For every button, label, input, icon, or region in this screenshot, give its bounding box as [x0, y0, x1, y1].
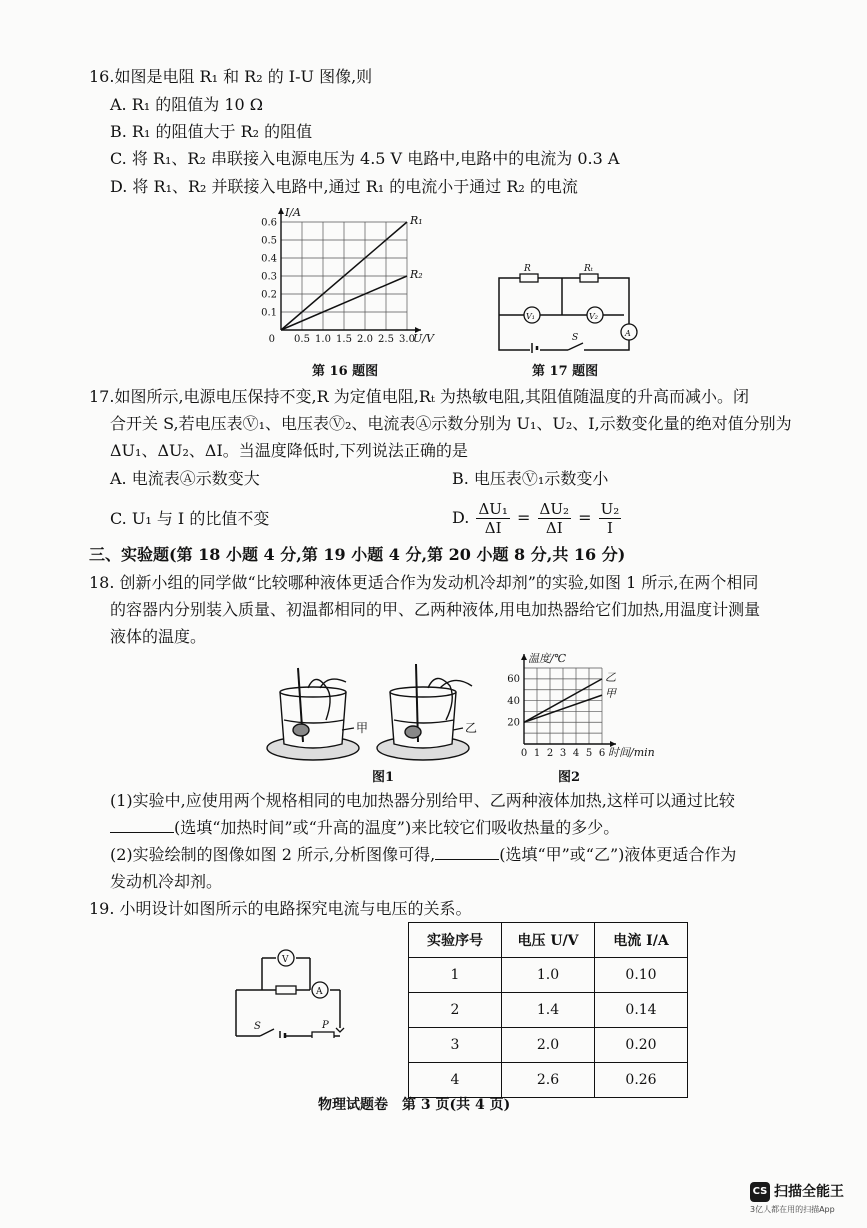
y-axis-label: I/A	[285, 206, 301, 219]
x-tick-label: 1.5	[336, 334, 352, 345]
circuit17-wires	[499, 278, 629, 350]
table-row	[409, 958, 688, 993]
table-row	[409, 1063, 688, 1098]
data-table	[408, 922, 688, 1098]
x-tick-label: 3	[559, 748, 567, 759]
q16-option-d: D. 将 R₁、R₂ 并联接入电路中,通过 R₁ 的电流小于通过 R₂ 的电流	[110, 177, 578, 196]
table-cell: 2	[409, 993, 502, 1028]
table-cell: 0.26	[595, 1063, 688, 1098]
resistor-r	[520, 274, 538, 282]
thermistor-rt	[580, 274, 598, 282]
circuit-19	[228, 938, 358, 1038]
q16-option-b: B. R₁ 的阻值大于 R₂ 的阻值	[110, 122, 313, 141]
circuit-17	[490, 260, 640, 360]
table-cell: 1.4	[502, 993, 595, 1028]
y-tick-label: 0.1	[261, 307, 277, 319]
y-tick-label: 0.3	[261, 271, 277, 283]
y-axis-arrow-icon	[521, 654, 527, 660]
table-row	[409, 1028, 688, 1063]
svg-text:V₂: V₂	[589, 312, 598, 321]
rheostat	[312, 1032, 334, 1038]
iu-graph	[255, 200, 435, 360]
table-cell: 1	[409, 958, 502, 993]
q17-option-a: A. 电流表Ⓐ示数变大	[110, 469, 260, 488]
x-tick-label: 3.0	[399, 334, 415, 345]
svg-text:A: A	[316, 987, 323, 997]
x-tick-label: 1	[533, 748, 541, 759]
q17-option-c: C. U₁ 与 I 的比值不变	[110, 509, 270, 528]
column-header: 实验序号	[409, 923, 502, 958]
svg-text:甲: 甲	[356, 721, 369, 735]
answer-blank-1[interactable]	[110, 818, 174, 833]
q19-stem: 19. 小明设计如图所示的电路探究电流与电压的关系。	[89, 899, 472, 918]
fraction-u2-i: $\frac{\text{U₂}}{I}$	[600, 500, 620, 537]
table-row	[409, 993, 688, 1028]
fig1-caption: 图1	[372, 770, 395, 785]
svg-text:S: S	[254, 1021, 261, 1032]
y-tick-label: 0.6	[261, 217, 277, 229]
svg-text:V₁: V₁	[526, 312, 535, 321]
series-label: 甲	[605, 687, 616, 701]
x-tick-label: 1.0	[315, 334, 331, 345]
series-label: R₂	[410, 268, 423, 281]
x-axis-label: U/V	[413, 332, 434, 345]
page-footer: 物理试题卷 第 3 页(共 4 页)	[318, 1097, 511, 1113]
table-header-row	[409, 923, 688, 958]
svg-text:Rₜ: Rₜ	[584, 264, 593, 274]
y-tick-label: 0.2	[261, 289, 277, 301]
q18-part2-line2: 发动机冷却剂。	[110, 872, 223, 891]
scanner-brand-name: 扫描全能王	[774, 1184, 844, 1200]
q18-line1: 18. 创新小组的同学做“比较哪种液体更适合作为发动机冷却剂”的实验,如图 1 所示,在两个相同	[89, 573, 759, 592]
svg-text:S: S	[572, 333, 579, 343]
table-cell: 4	[409, 1063, 502, 1098]
slider-p	[336, 1028, 344, 1032]
x-tick-label: 4	[572, 748, 580, 759]
table-cell: 2.6	[502, 1063, 595, 1098]
answer-blank-2[interactable]	[435, 845, 499, 860]
section-3-heading: 三、实验题(第 18 小题 4 分,第 19 小题 4 分,第 20 小题 8 分,共 16 分)	[89, 545, 626, 564]
table-cell: 0.10	[595, 958, 688, 993]
x-tick-label: 6	[598, 748, 606, 759]
x-tick-label: 2.0	[357, 334, 373, 345]
x-tick-label: 2.5	[378, 334, 394, 345]
beaker-apparatus	[258, 660, 498, 765]
series-label: R₁	[410, 214, 423, 227]
fig17-caption: 第 17 题图	[532, 364, 599, 379]
scanner-logo-icon: CS	[750, 1182, 770, 1202]
svg-text:乙: 乙	[465, 721, 478, 735]
q17-line1: 17.如图所示,电源电压保持不变,R 为定值电阻,Rₜ 为热敏电阻,其阻值随温度的升高而减小。闭	[89, 387, 750, 406]
table-cell: 3	[409, 1028, 502, 1063]
table-cell: 0.14	[595, 993, 688, 1028]
y-tick-label: 40	[507, 695, 520, 707]
x-tick-label: 2	[546, 748, 554, 759]
column-header: 电流 I/A	[595, 923, 688, 958]
y-axis-arrow-icon	[278, 208, 284, 214]
x-axis-label: 时间/min	[608, 746, 655, 759]
q16-option-c: C. 将 R₁、R₂ 串联接入电源电压为 4.5 V 电路中,电路中的电流为 0.3 A	[110, 149, 620, 168]
fraction-du2-di: $\frac{\text{ΔU₂}}{\Delta I}$	[539, 500, 570, 537]
q18-line3: 液体的温度。	[110, 627, 207, 646]
x-tick-label: 5	[585, 748, 593, 759]
q17-option-d: D. $\frac{\text{ΔU₁}}{\Delta I}$ = $\frac{\text{ΔU₂}}{\Delta I}$ = $\frac{\text{U₂}}{I}$	[452, 500, 620, 537]
origin-label: 0	[268, 334, 275, 345]
x-tick-label: 0	[520, 748, 528, 759]
svg-text:A: A	[625, 329, 631, 338]
q18-line2: 的容器内分别装入质量、初温都相同的甲、乙两种液体,用电加热器给它们加热,用温度计测量	[110, 600, 761, 619]
y-tick-label: 20	[507, 717, 520, 729]
fraction-du1-di: $\frac{\text{ΔU₁}}{\Delta I}$	[478, 500, 508, 537]
q18-part1-line2: (选填“加热时间”或“升高的温度”)来比较它们吸收热量的多少。	[110, 817, 619, 839]
svg-text:R: R	[524, 264, 531, 274]
q16-option-a: A. R₁ 的阻值为 10 Ω	[110, 95, 264, 114]
column-header: 电压 U/V	[502, 923, 595, 958]
y-tick-label: 0.5	[261, 235, 277, 247]
q16-stem: 16.如图是电阻 R₁ 和 R₂ 的 I-U 图像,则	[89, 67, 373, 86]
fig2-caption: 图2	[558, 770, 581, 785]
table-cell: 2.0	[502, 1028, 595, 1063]
series-label: 乙	[605, 670, 616, 684]
y-tick-label: 60	[507, 674, 520, 686]
svg-text:P: P	[322, 1020, 329, 1031]
svg-text:V: V	[282, 955, 289, 965]
x-tick-label: 0.5	[294, 334, 310, 345]
scanner-tagline: 3亿人都在用的扫描App	[750, 1205, 835, 1214]
resistor	[276, 986, 296, 994]
y-axis-label: 温度/℃	[528, 652, 567, 665]
switch-s	[260, 1029, 274, 1036]
temperature-time-graph	[500, 648, 700, 768]
q17-line3: ΔU₁、ΔU₂、ΔI。当温度降低时,下列说法正确的是	[110, 441, 468, 460]
q18-part1-line1: (1)实验中,应使用两个规格相同的电加热器分别给甲、乙两种液体加热,这样可以通过比较	[110, 791, 735, 810]
table-cell: 1.0	[502, 958, 595, 993]
scanner-watermark	[750, 1182, 860, 1222]
q18-part2-line1: (2)实验绘制的图像如图 2 所示,分析图像可得, (选填“甲”或“乙”)液体更适合作为	[110, 845, 737, 864]
fig16-caption: 第 16 题图	[312, 364, 379, 379]
table-cell: 0.20	[595, 1028, 688, 1063]
q17-option-b: B. 电压表Ⓥ₁示数变小	[452, 469, 609, 488]
q17-line2: 合开关 S,若电压表Ⓥ₁、电压表Ⓥ₂、电流表Ⓐ示数分别为 U₁、U₂、I,示数变化量的绝对值分别为	[110, 414, 792, 433]
y-tick-label: 0.4	[261, 253, 277, 265]
